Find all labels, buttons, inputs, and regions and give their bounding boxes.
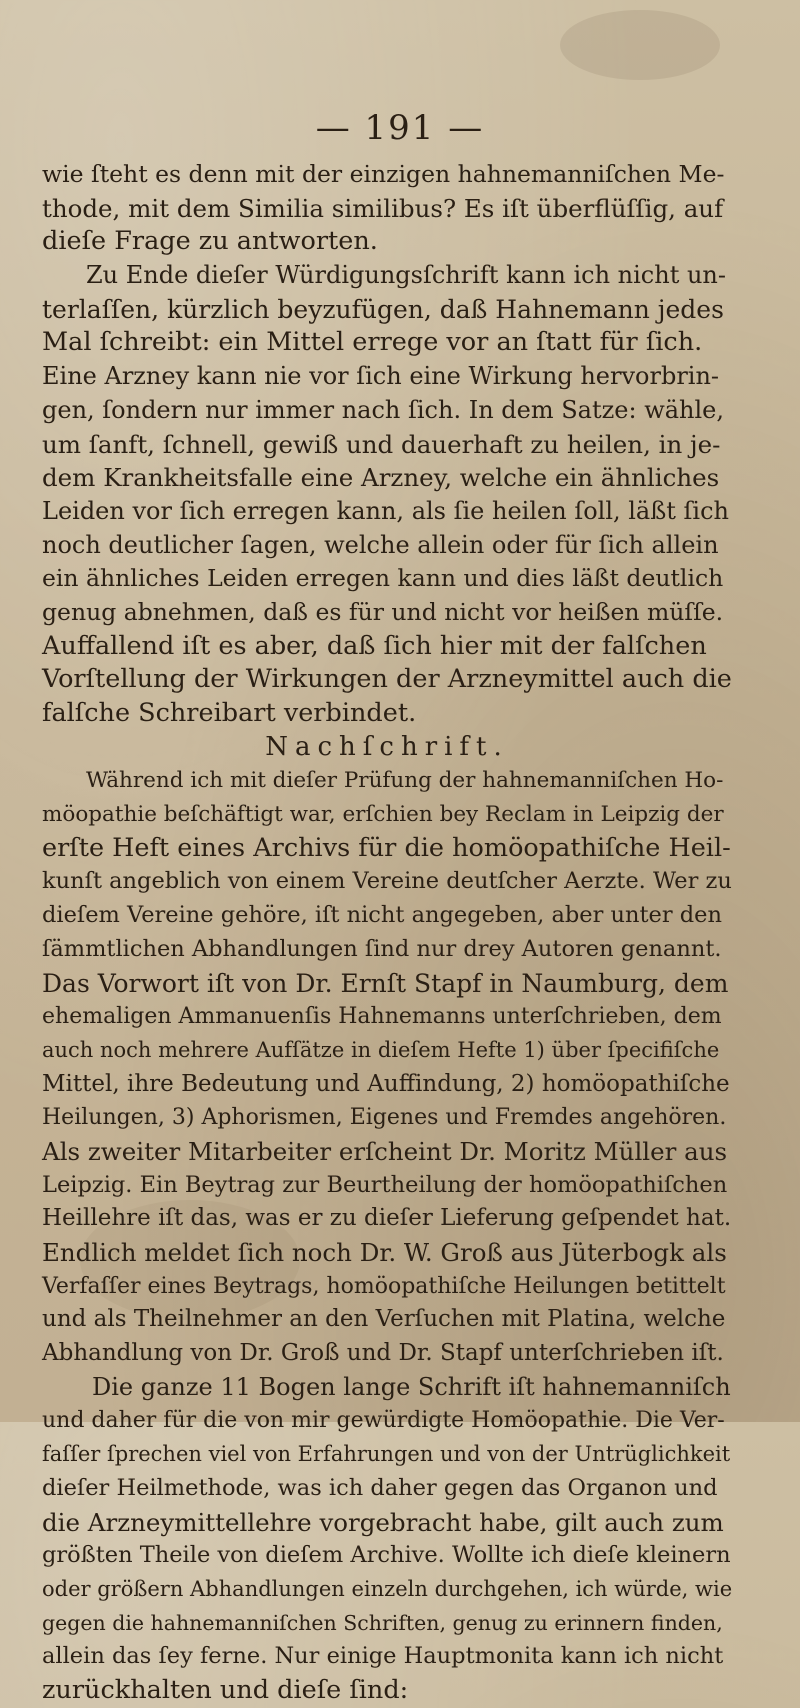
text-line: Als zweiter Mitarbeiter erſcheint Dr. Moritz Müller aus [42,1136,728,1166]
text-line: terlaſſen, kürzlich beyzufügen, daß Hahnemann jedes [42,294,724,324]
text-line: größten Theile von dieſem Archive. Wollte ich dieſe kleinern [42,1542,731,1569]
text-line: wie ſteht es denn mit der einzigen hahnemanniſchen Me- [42,160,725,188]
text-line: Endlich meldet ſich noch Dr. W. Groß aus Jüterbogk als [42,1238,727,1267]
text-line: noch deutlicher ſagen, welche allein oder für ſich allein [42,530,719,559]
text-line: dieſe Frage zu antworten. [42,226,378,257]
text-line: dem Krankheitsfalle eine Arzney, welche ein ähnliches [42,463,720,493]
text-line: Auffallend iſt es aber, daß ſich hier mit der falſchen [42,630,707,661]
text-line: dieſer Heilmethode, was ich daher gegen das Organon und [42,1474,718,1501]
text-line: um ſanft, ſchnell, gewiß und dauerhaft zu heilen, in je- [42,429,721,459]
text-line: ehemaligen Ammanuenſis Hahnemanns unterſchrieben, dem [42,1004,722,1030]
text-line: gen, ſondern nur immer nach ſich. In dem Satze: wähle, [42,395,725,424]
text-line: oder größern Abhandlungen einzeln durchgehen, ich würde, wie [42,1576,733,1601]
paragraph-start: Zu Ende dieſer Würdigungsſchrift kann ich nicht un- [86,261,726,290]
text-line: gegen die hahnemanniſchen Schriften, genug zu erinnern finden, [42,1610,723,1635]
text-line: zurückhalten und dieſe ſind: [42,1674,409,1705]
text-line: faſſer ſprechen viel von Erfahrungen und von der Untrüglichkeit [42,1442,731,1467]
text-line: Mal ſchreibt: ein Mittel errege vor an ſtatt für ſich. [42,327,703,358]
text-line: möopathie beſchäftigt war, erſchien bey Reclam in Leipzig der [42,802,724,828]
text-line: auch noch mehrere Aufſätze in dieſem Hefte 1) über ſpecifiſche [42,1037,720,1062]
text-line: Heillehre iſt das, was er zu dieſer Lieferung geſpendet hat. [42,1205,732,1232]
text-line: Eine Arzney kann nie vor ſich eine Wirkung hervorbrin- [42,362,720,391]
text-line: Leiden vor ſich erregen kann, als ſie heilen ſoll, läßt ſich [42,496,729,525]
text-line: Mittel, ihre Bedeutung und Auffindung, 2) homöopathiſche [42,1070,730,1097]
text-line: Heilungen, 3) Aphorismen, Eigenes und Fremdes angehören. [42,1105,727,1131]
text-line: falſche Schreibart verbindet. [42,698,417,728]
text-line: und als Theilnehmer an den Verſuchen mit Platina, welche [42,1306,726,1333]
text-line: und daher für die von mir gewürdigte Homöopathie. Die Ver- [42,1408,725,1434]
text-line: genug abnehmen, daß es für und nicht vor heißen müſſe. [42,597,724,626]
text-line: die Arzneymittellehre vorgebracht habe, gilt auch zum [42,1507,724,1537]
text-line: allein das ſey ferne. Nur einige Hauptmonita kann ich nicht [42,1643,724,1670]
paragraph-start: Während ich mit dieſer Prüfung der hahnemanniſchen Ho- [86,768,724,794]
text-line: erſte Heft eines Archivs für die homöopathiſche Heil- [42,832,731,863]
text-line: Verfaſſer eines Beytrags, homöopathiſche Heilungen betittelt [42,1273,726,1299]
page-number: — 191 — [315,108,485,148]
text-line: Das Vorwort iſt von Dr. Ernſt Stapf in Naumburg, dem [42,968,729,998]
paper-stain [560,10,720,80]
text-line: dieſem Vereine gehöre, iſt nicht angegeben, aber unter den [42,902,722,929]
text-line: Vorſtellung der Wirkungen der Arzneymittel auch die [42,664,732,695]
body-text [42,158,732,1708]
paragraph-start: Die ganze 11 Bogen lange Schrift iſt hahnemanniſch [92,1372,731,1401]
text-line: kunſt angeblich von einem Vereine deutſcher Aerzte. Wer zu [42,868,732,895]
text-line: Abhandlung von Dr. Groß und Dr. Stapf unterſchrieben iſt. [42,1340,724,1367]
text-line: thode, mit dem Similia similibus? Es iſt überflüſſig, auf [42,193,724,223]
text-line: ein ähnliches Leiden erregen kann und dies läßt deutlich [42,564,724,593]
section-heading: Nachſchrift. [265,731,509,762]
text-line: ſämmtlichen Abhandlungen ſind nur drey Autoren genannt. [42,935,722,962]
text-line: Leipzig. Ein Beytrag zur Beurtheilung der homöopathiſchen [42,1171,728,1198]
